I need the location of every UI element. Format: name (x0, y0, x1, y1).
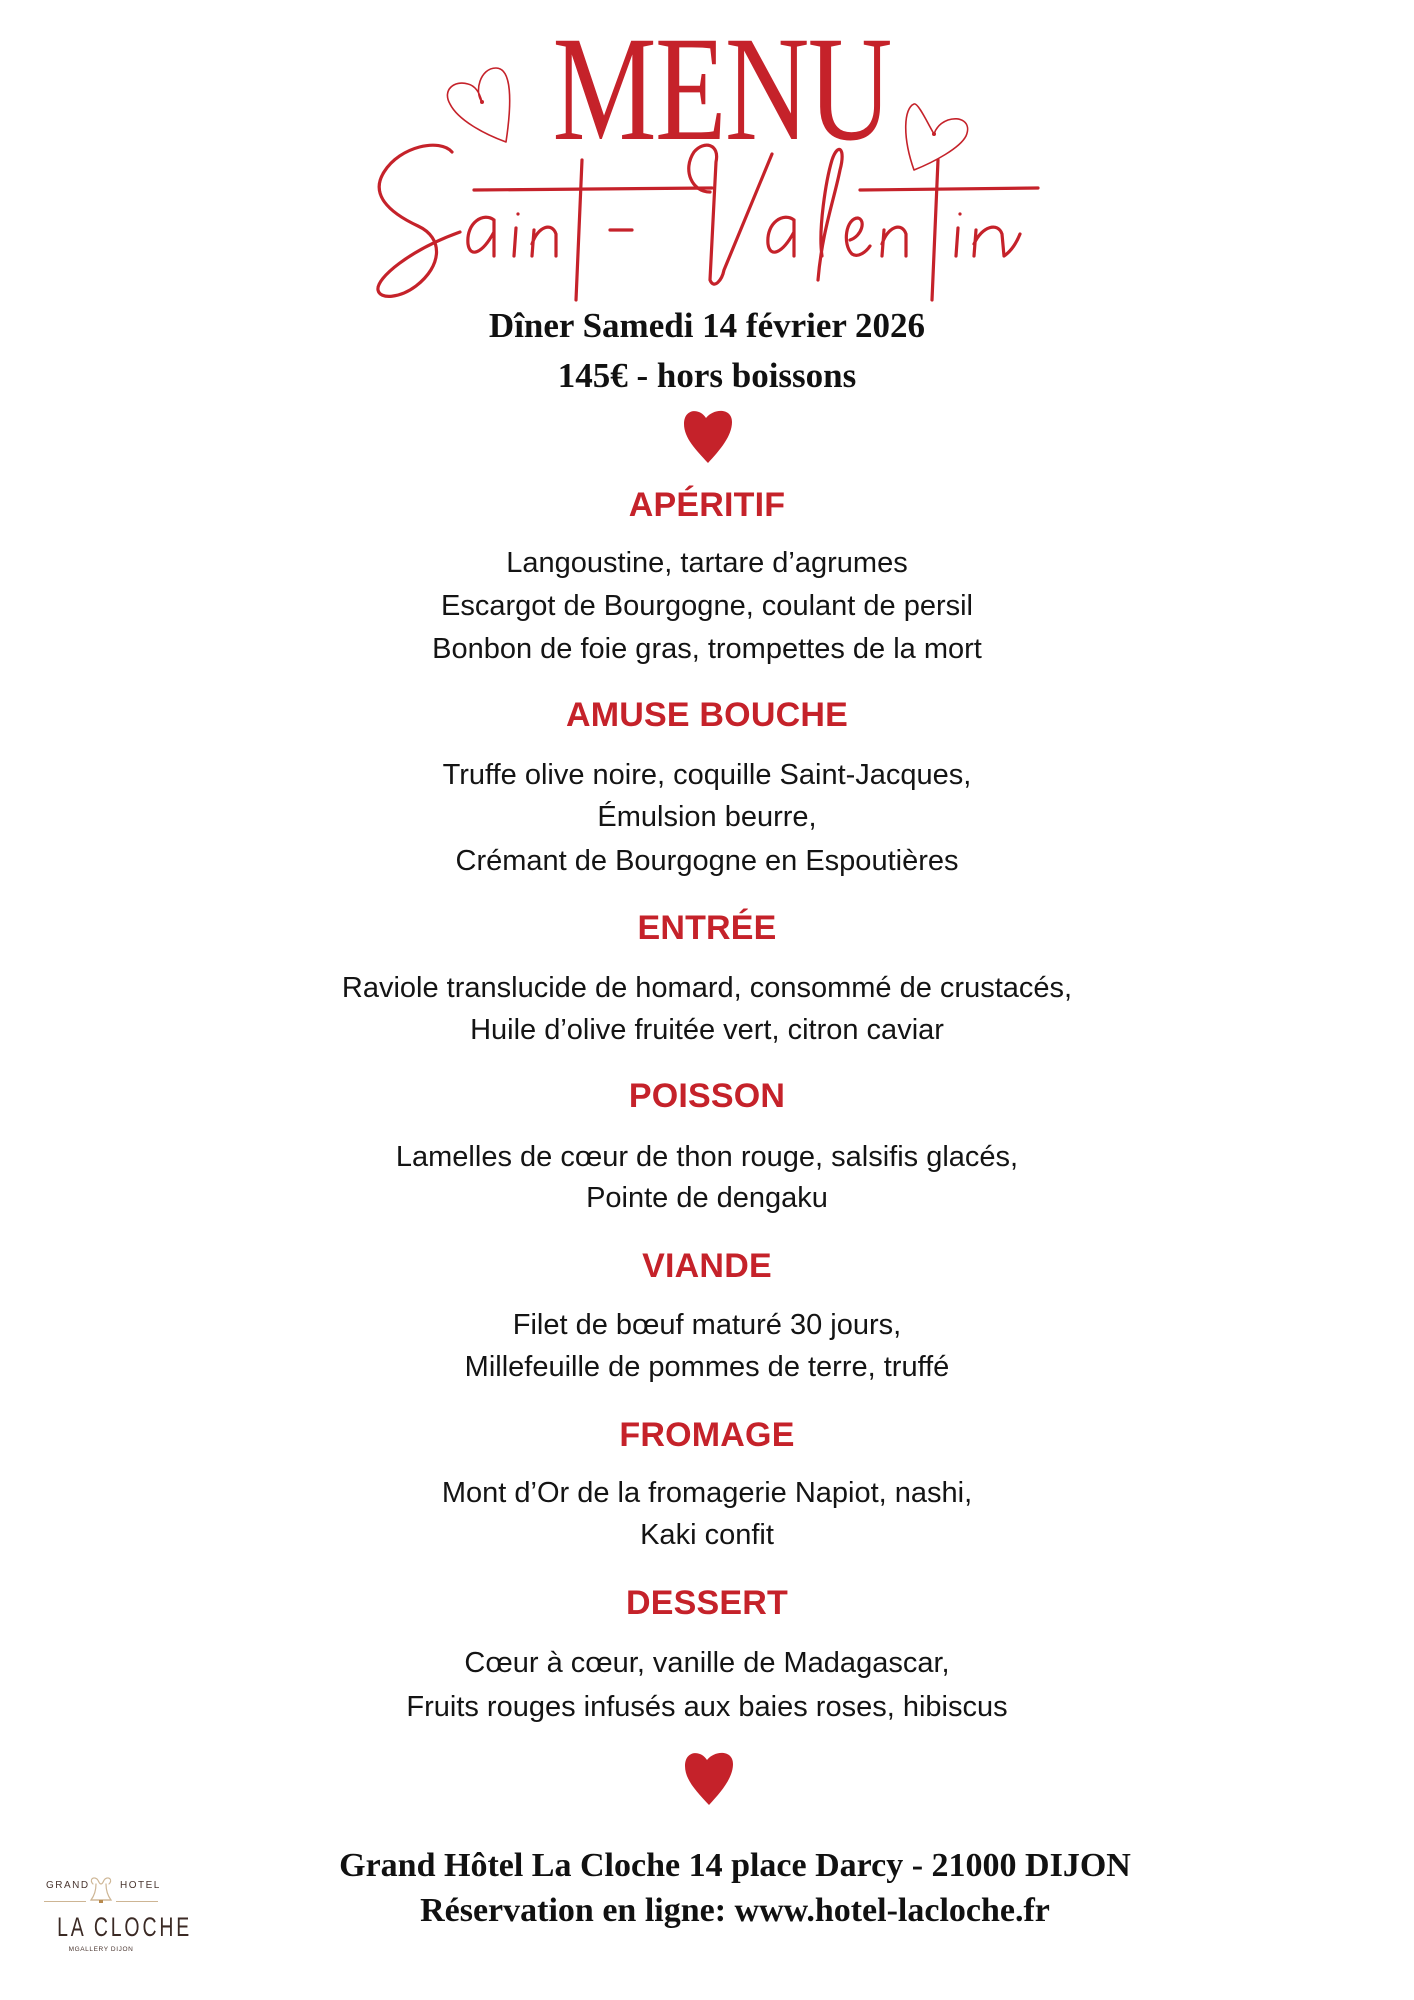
section-heading-viande: VIANDE (642, 1247, 772, 1285)
menu-item: Kaki confit (640, 1519, 774, 1551)
solid-heart-divider-top-icon (682, 408, 734, 464)
section-heading-entree: ENTRÉE (637, 909, 777, 947)
menu-item: Langoustine, tartare d’agrumes (506, 547, 908, 579)
script-title-text (370, 140, 1080, 151)
section-heading-amuse-bouche: AMUSE BOUCHE (566, 696, 848, 734)
event-price-line: 145€ - hors boissons (557, 356, 857, 395)
script-title-saint-valentin (370, 140, 1080, 310)
menu-item: Filet de bœuf maturé 30 jours, (512, 1309, 902, 1341)
logo-subtitle-text: MGALLERY DIJON (68, 1946, 134, 1953)
menu-item: Huile d’olive fruitée vert, citron caviar (470, 1014, 944, 1046)
menu-item: Millefeuille de pommes de terre, truffé (464, 1351, 950, 1383)
section-heading-poisson: POISSON (628, 1077, 786, 1115)
footer-address: Grand Hôtel La Cloche 14 place Darcy - 21000 DIJON (339, 1847, 1131, 1884)
event-date-line: Dîner Samedi 14 février 2026 (488, 306, 926, 345)
menu-title: MENU (552, 6, 891, 172)
menu-item: Fruits rouges infusés aux baies roses, hibiscus (406, 1691, 1008, 1723)
logo-name-text: LA CLOCHE (57, 1912, 193, 1942)
logo-hotel-text: HOTEL (120, 1880, 161, 1891)
menu-item: Raviole translucide de homard, consommé de crustacés, (341, 972, 1073, 1004)
menu-item: Cœur à cœur, vanille de Madagascar, (464, 1647, 950, 1679)
menu-item: Lamelles de cœur de thon rouge, salsifis glacés, (395, 1141, 1019, 1173)
section-heading-fromage: FROMAGE (619, 1416, 795, 1454)
menu-item: Émulsion beurre, (597, 801, 817, 833)
menu-item: Pointe de dengaku (586, 1182, 828, 1214)
section-heading-dessert: DESSERT (626, 1584, 788, 1622)
outline-heart-left-icon (440, 62, 516, 146)
menu-item: Crémant de Bourgogne en Espoutières (455, 845, 959, 877)
logo-rule-left (44, 1901, 86, 1902)
hotel-logo (40, 1876, 193, 1960)
logo-rule-right (116, 1901, 158, 1902)
menu-item: Bonbon de foie gras, trompettes de la mort (432, 633, 982, 665)
footer-reservation-link[interactable]: Réservation en ligne: www.hotel-lacloche.fr (420, 1892, 1050, 1929)
solid-heart-divider-bottom-icon (683, 1750, 735, 1806)
menu-item: Truffe olive noire, coquille Saint-Jacques, (442, 759, 972, 791)
section-heading-aperitif: APÉRITIF (628, 486, 786, 524)
script-lettering-icon (370, 140, 1080, 310)
menu-item: Escargot de Bourgogne, coulant de persil (440, 590, 973, 622)
menu-item: Mont d’Or de la fromagerie Napiot, nashi, (441, 1477, 973, 1509)
logo-grand-text: GRAND (46, 1880, 90, 1891)
bell-icon (87, 1876, 115, 1906)
